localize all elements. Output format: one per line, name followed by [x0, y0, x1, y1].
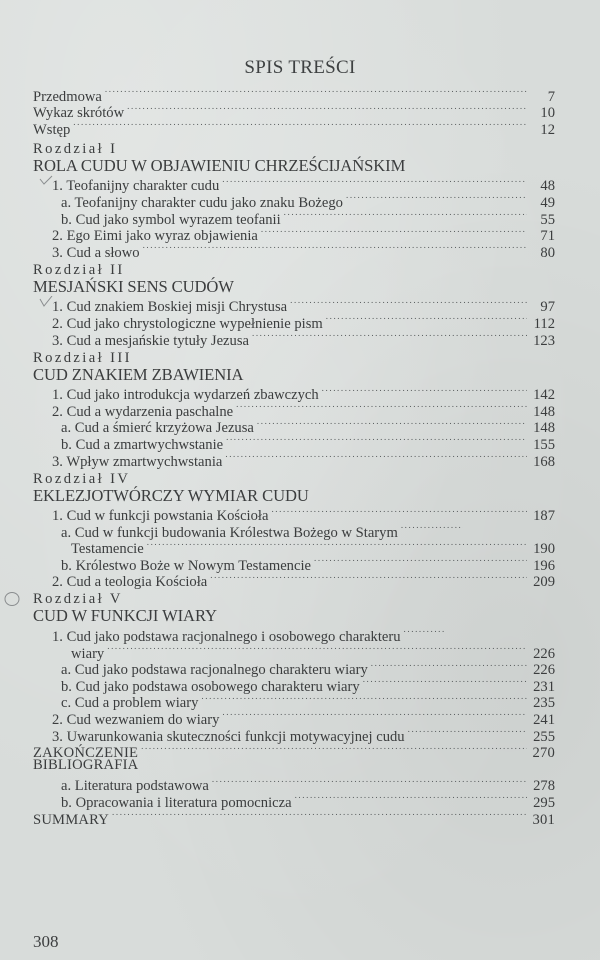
- toc-entry[interactable]: [33, 432, 555, 453]
- entry-page: 142: [533, 387, 555, 404]
- entry-label: 2. Cud a teologia Kościoła: [52, 574, 208, 591]
- dot-leader: [284, 207, 527, 224]
- entry-page: 226: [533, 645, 555, 662]
- toc-entry-bibliografia[interactable]: [33, 757, 555, 774]
- dot-leader: [261, 224, 527, 241]
- dot-leader: [322, 383, 527, 400]
- entry-label: b. Cud jako podstawa osobowego charakteru wiary: [61, 678, 360, 695]
- dot-leader: [236, 399, 527, 416]
- toc-entry[interactable]: [33, 449, 555, 470]
- toc-entry-wstep[interactable]: [33, 117, 555, 138]
- entry-page: 209: [533, 574, 555, 591]
- entry-page: 97: [540, 299, 555, 316]
- entry-label: b. Cud a zmartwychwstanie: [61, 436, 224, 453]
- entry-label: a. Cud jako podstawa racjonalnego charakteru wiary: [61, 662, 368, 679]
- dot-leader: [257, 416, 527, 433]
- toc-entry[interactable]: [33, 311, 555, 332]
- chapter-4-title[interactable]: EKLEZJOTWÓRCZY WYMIAR CUDU: [33, 485, 309, 505]
- entry-label: Wykaz skrótów: [33, 105, 125, 122]
- toc-entry[interactable]: [33, 624, 555, 646]
- toc-entry[interactable]: [33, 207, 555, 228]
- dot-leader: [226, 432, 527, 449]
- dot-leader: [212, 774, 527, 791]
- entry-label: b. Królestwo Boże w Nowym Testamencie: [61, 557, 311, 574]
- entry-label: wiary: [71, 645, 105, 662]
- toc-entry[interactable]: [33, 790, 555, 811]
- dot-leader: [271, 504, 527, 521]
- page-title: SPIS TREŚCI: [244, 57, 356, 78]
- dot-leader: [371, 658, 527, 675]
- entry-label: 3. Uwarunkowania skuteczności funkcji motywacyjnej cudu: [52, 728, 405, 745]
- entry-label: c. Cud a problem wiary: [61, 695, 199, 712]
- entry-label: ZAKOŃCZENIE: [33, 745, 139, 762]
- entry-page: 123: [533, 332, 555, 349]
- entry-page: 241: [533, 712, 555, 729]
- entry-page: 80: [540, 244, 555, 261]
- dot-leader: [201, 691, 527, 708]
- toc-entry[interactable]: [33, 328, 555, 349]
- dot-leader: [401, 520, 463, 537]
- entry-page: 10: [540, 105, 555, 122]
- toc-entry[interactable]: [33, 295, 555, 316]
- table-of-contents: [33, 84, 555, 828]
- pencil-check-mark-icon: [39, 296, 53, 307]
- entry-label: a. Cud a śmierć krzyżowa Jezusa: [61, 420, 254, 437]
- entry-page: 226: [533, 662, 555, 679]
- toc-entry[interactable]: [33, 224, 555, 245]
- entry-page: 295: [533, 795, 555, 811]
- dot-leader: [290, 295, 527, 312]
- toc-entry-przedmowa[interactable]: [33, 84, 555, 105]
- entry-page: 301: [532, 811, 555, 828]
- entry-label: 1. Cud jako introdukcja wydarzeń zbawczych: [52, 387, 319, 404]
- entry-label: 1. Cud w funkcji powstania Kościoła: [52, 508, 269, 525]
- entry-label: SUMMARY: [33, 811, 110, 828]
- dot-leader: [222, 174, 527, 191]
- chapter-2-title[interactable]: MESJAŃSKI SENS CUDÓW: [33, 276, 234, 296]
- toc-entry[interactable]: [33, 674, 555, 695]
- dot-leader: [143, 240, 527, 257]
- entry-page: 49: [540, 194, 555, 211]
- toc-entry-zakonczenie[interactable]: [33, 741, 555, 762]
- chapter-5-label-text: Rozdział V: [33, 591, 123, 608]
- pencil-circle-mark-icon: [4, 591, 20, 607]
- dot-leader: [112, 807, 527, 824]
- dot-leader: [363, 674, 527, 691]
- entry-page: 278: [533, 778, 555, 795]
- dot-leader: [295, 790, 527, 807]
- entry-page: 55: [540, 211, 555, 228]
- toc-entry[interactable]: [33, 707, 555, 729]
- dot-leader: [225, 449, 527, 466]
- entry-page: 71: [540, 228, 555, 245]
- entry-page: 12: [540, 121, 555, 138]
- entry-label: Wstęp: [33, 121, 71, 138]
- chapter-1-label: Rozdział I: [33, 140, 118, 157]
- entry-label: a. Teofanijny charakter cudu jako znaku Bożego: [61, 194, 343, 211]
- toc-entry[interactable]: [33, 240, 555, 261]
- toc-entry[interactable]: [33, 399, 555, 420]
- entry-page: 7: [547, 88, 555, 105]
- entry-page: 196: [533, 557, 555, 574]
- toc-entry[interactable]: [33, 174, 555, 195]
- entry-page: 148: [533, 403, 555, 420]
- chapter-5-label: [33, 591, 555, 607]
- toc-entry-summary[interactable]: [33, 807, 555, 828]
- toc-entry[interactable]: [33, 641, 555, 662]
- entry-label: b. Cud jako symbol wyrazem teofanii: [61, 211, 281, 228]
- dot-leader: [127, 101, 527, 118]
- entry-page: 168: [533, 453, 555, 470]
- chapter-3-label: Rozdział III: [33, 349, 132, 366]
- dot-leader: [326, 311, 527, 328]
- chapter-1-title[interactable]: ROLA CUDU W OBJAWIENIU CHRZEŚCIJAŃSKIM: [33, 155, 406, 175]
- chapter-5-title[interactable]: CUD W FUNKCJI WIARY: [33, 606, 217, 626]
- dot-leader: [105, 84, 527, 101]
- toc-entry[interactable]: [33, 504, 555, 525]
- entry-label: b. Opracowania i literatura pomocnicza: [61, 795, 292, 811]
- entry-label: 1. Teofanijny charakter cudu: [52, 178, 220, 195]
- toc-entry[interactable]: [33, 383, 555, 404]
- entry-page: 48: [540, 178, 555, 195]
- entry-label: 2. Cud wezwaniem do wiary: [52, 712, 220, 729]
- entry-label: 3. Cud a mesjańskie tytuły Jezusa: [52, 332, 249, 349]
- toc-entry[interactable]: [33, 416, 555, 437]
- entry-label: 2. Ego Eimi jako wyraz objawienia: [52, 228, 258, 245]
- entry-label: 1. Cud jako podstawa racjonalnego i osobowego charakteru: [52, 629, 401, 646]
- dot-leader: [314, 553, 527, 570]
- toc-entry[interactable]: [33, 190, 555, 211]
- dot-leader: [73, 117, 527, 134]
- entry-label: Testamencie: [71, 541, 144, 558]
- dot-leader: [210, 570, 527, 587]
- toc-entry[interactable]: [33, 570, 555, 591]
- entry-label: 3. Wpływ zmartwychwstania: [52, 453, 223, 470]
- chapter-3-title[interactable]: CUD ZNAKIEM ZBAWIENIA: [33, 364, 244, 384]
- page-number: 308: [33, 932, 59, 951]
- toc-entry[interactable]: [33, 774, 555, 795]
- entry-page: 155: [533, 436, 555, 453]
- entry-label: Przedmowa: [33, 88, 102, 105]
- entry-page: 187: [533, 508, 555, 525]
- entry-page: 190: [533, 541, 555, 558]
- entry-page: 148: [533, 420, 555, 437]
- dot-leader: [222, 707, 527, 724]
- entry-label: a. Cud w funkcji budowania Królestwa Bożego w Starym: [61, 524, 398, 541]
- chapter-2-label: Rozdział II: [33, 261, 125, 278]
- dot-leader: [141, 741, 527, 758]
- toc-entry[interactable]: [33, 691, 555, 712]
- toc-entry[interactable]: [33, 658, 555, 679]
- entry-page: 112: [533, 315, 555, 332]
- entry-label: BIBLIOGRAFIA: [33, 757, 139, 774]
- dot-leader: [252, 328, 527, 345]
- entry-label: a. Literatura podstawowa: [61, 778, 209, 795]
- entry-label: 2. Cud a wydarzenia paschalne: [52, 403, 234, 420]
- toc-entry[interactable]: [33, 724, 555, 745]
- entry-page: 235: [533, 695, 555, 712]
- entry-label: 1. Cud znakiem Boskiej misji Chrystusa: [52, 299, 288, 316]
- entry-page: 231: [533, 678, 555, 695]
- dot-leader: [408, 724, 527, 741]
- entry-page: 270: [532, 745, 555, 762]
- dot-leader: [107, 641, 527, 658]
- chapter-4-label: Rozdział IV: [33, 470, 131, 487]
- dot-leader: [404, 624, 444, 641]
- toc-entry[interactable]: [33, 537, 555, 558]
- dot-leader: [147, 537, 527, 554]
- toc-entry-wykaz-skrotow[interactable]: [33, 101, 555, 122]
- toc-entry[interactable]: [33, 520, 555, 541]
- entry-label: 2. Cud jako chrystologiczne wypełnienie pism: [52, 315, 323, 332]
- toc-entry[interactable]: [33, 553, 555, 574]
- dot-leader: [346, 190, 527, 207]
- entry-label: 3. Cud a słowo: [52, 244, 140, 261]
- pencil-check-mark-icon: [39, 175, 53, 186]
- entry-page: 255: [533, 728, 555, 745]
